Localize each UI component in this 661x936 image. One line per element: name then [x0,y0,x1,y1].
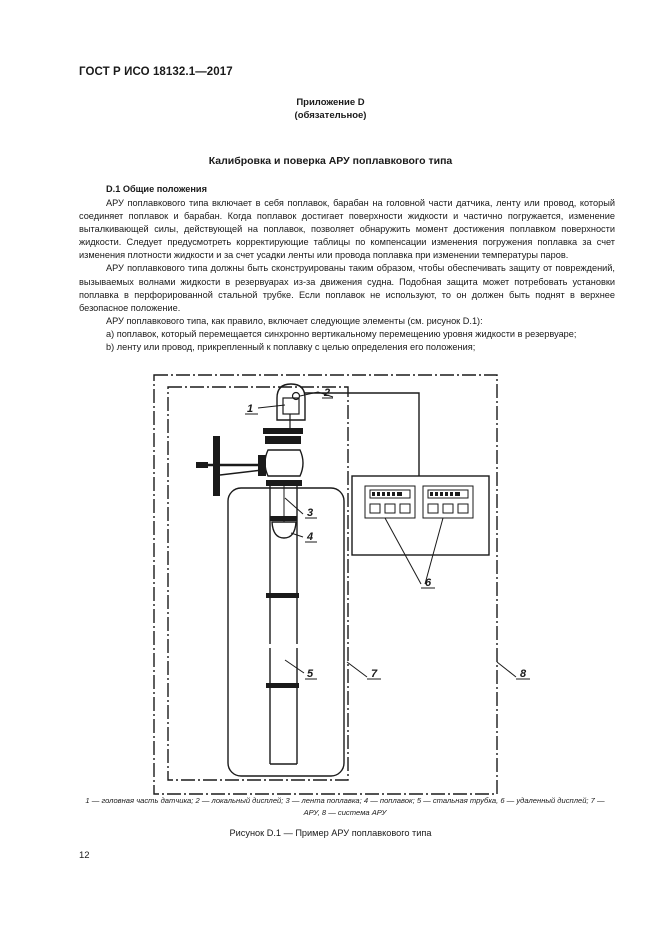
screen-segment [445,492,448,496]
display-key [370,504,380,513]
paragraph: АРУ поплавкового типа, как правило, включает следующие элементы (см. рисунок D.1): [106,315,483,326]
screen-segment [455,492,460,496]
tank [228,488,344,776]
valve-handwheel [213,436,220,496]
leader-1 [258,405,285,408]
callout-7: 7 [371,668,378,680]
display-key [400,504,410,513]
screen-segment [387,492,390,496]
screen-segment [435,492,438,496]
display-key [458,504,468,513]
annex-title: Приложение D [296,97,365,108]
display-key [428,504,438,513]
leader-6a [385,518,421,584]
list-item-b: b) ленту или провод, прикрепленный к поплавку с целью определения его положения; [106,342,476,353]
screen-segment [430,492,433,496]
leader-5 [285,660,304,673]
display-key [385,504,395,513]
valve-body [265,450,303,476]
head-body [277,384,305,420]
leader-8 [497,662,516,677]
document-header: ГОСТ Р ИСО 18132.1—2017 [79,66,233,78]
callout-4: 4 [307,531,314,543]
callout-8: 8 [520,668,527,680]
screen-segment [392,492,395,496]
float-cap [270,516,297,521]
callout-1: 1 [247,403,254,415]
callout-2: 2 [324,387,331,399]
screen-segment [382,492,385,496]
figure-caption: 1 — головная часть датчика; 2 — локальный дисплей; 3 — лента поплавка; 4 — поплавок; 5 — стальная трубка, 6 — удаленный дисплей; 7 — АРУ, 8 — система АРУ [85,796,605,817]
figure-title: Рисунок D.1 — Пример АРУ поплавкового типа [229,828,432,838]
tube-clamp [266,593,299,598]
local-display [283,398,299,414]
annex-status: (обязательное) [294,110,367,121]
tube-clamp [266,683,299,688]
screen-segment [450,492,453,496]
callout-6: 6 [425,577,432,589]
valve-brace [220,470,262,475]
leader-7 [347,662,367,677]
aru-boundary-7 [168,387,348,780]
system-boundary-8 [154,375,497,794]
tank-flange [266,480,302,486]
paragraph: АРУ поплавкового типа должны быть сконструированы таким образом, чтобы обеспечивать защиту от повреждений, вызываемых волнами жидкости в резервуарах из-за движения судна. Подобная защита может потребовать установки поплавка в перфорированной стальной трубке. Если поплавок не используют, то он должен быть поднят в верхнее безопасное положение. [79,263,615,313]
float [272,522,296,538]
section-heading: D.1 Общие положения [106,184,207,194]
callout-3: 3 [307,507,314,519]
head-flange-top [263,428,303,434]
leader-6b [425,518,443,584]
valve-side-flange [258,455,266,476]
screen-segment [372,492,375,496]
signal-cable [305,393,419,476]
screen-segment [397,492,402,496]
paragraph: АРУ поплавкового типа включает в себя поплавок, барабан на головной части датчика, ленту или провод, который соединяет поплавок и барабан. Когда поплавок достигает поверхности жидкости и частично погружается, изменение выталкивающей силы, действующей на поплавок, позволяет обнаружить момент достижения поплавком поверхности жидкости. Следует предусмотреть корректирующие таблицы по компенсации изменения погружения поплавка за счет изменения плотности жидкости и за счет усадки ленты или провода поплавка при изменении температуры паров. [79,198,615,261]
display-key [443,504,453,513]
callout-5: 5 [307,668,314,680]
remote-display-cabinet [352,476,489,555]
leader-3 [285,498,303,514]
valve-handwheel-hub [196,462,208,468]
page-number: 12 [79,850,90,861]
main-title: Калибровка и поверка АРУ поплавкового типа [208,155,453,167]
screen-segment [377,492,380,496]
list-item-a: a) поплавок, который перемещается синхронно вертикальному перемещению уровня жидкости в резервуаре; [106,328,577,339]
screen-segment [440,492,443,496]
head-flange [265,436,301,444]
